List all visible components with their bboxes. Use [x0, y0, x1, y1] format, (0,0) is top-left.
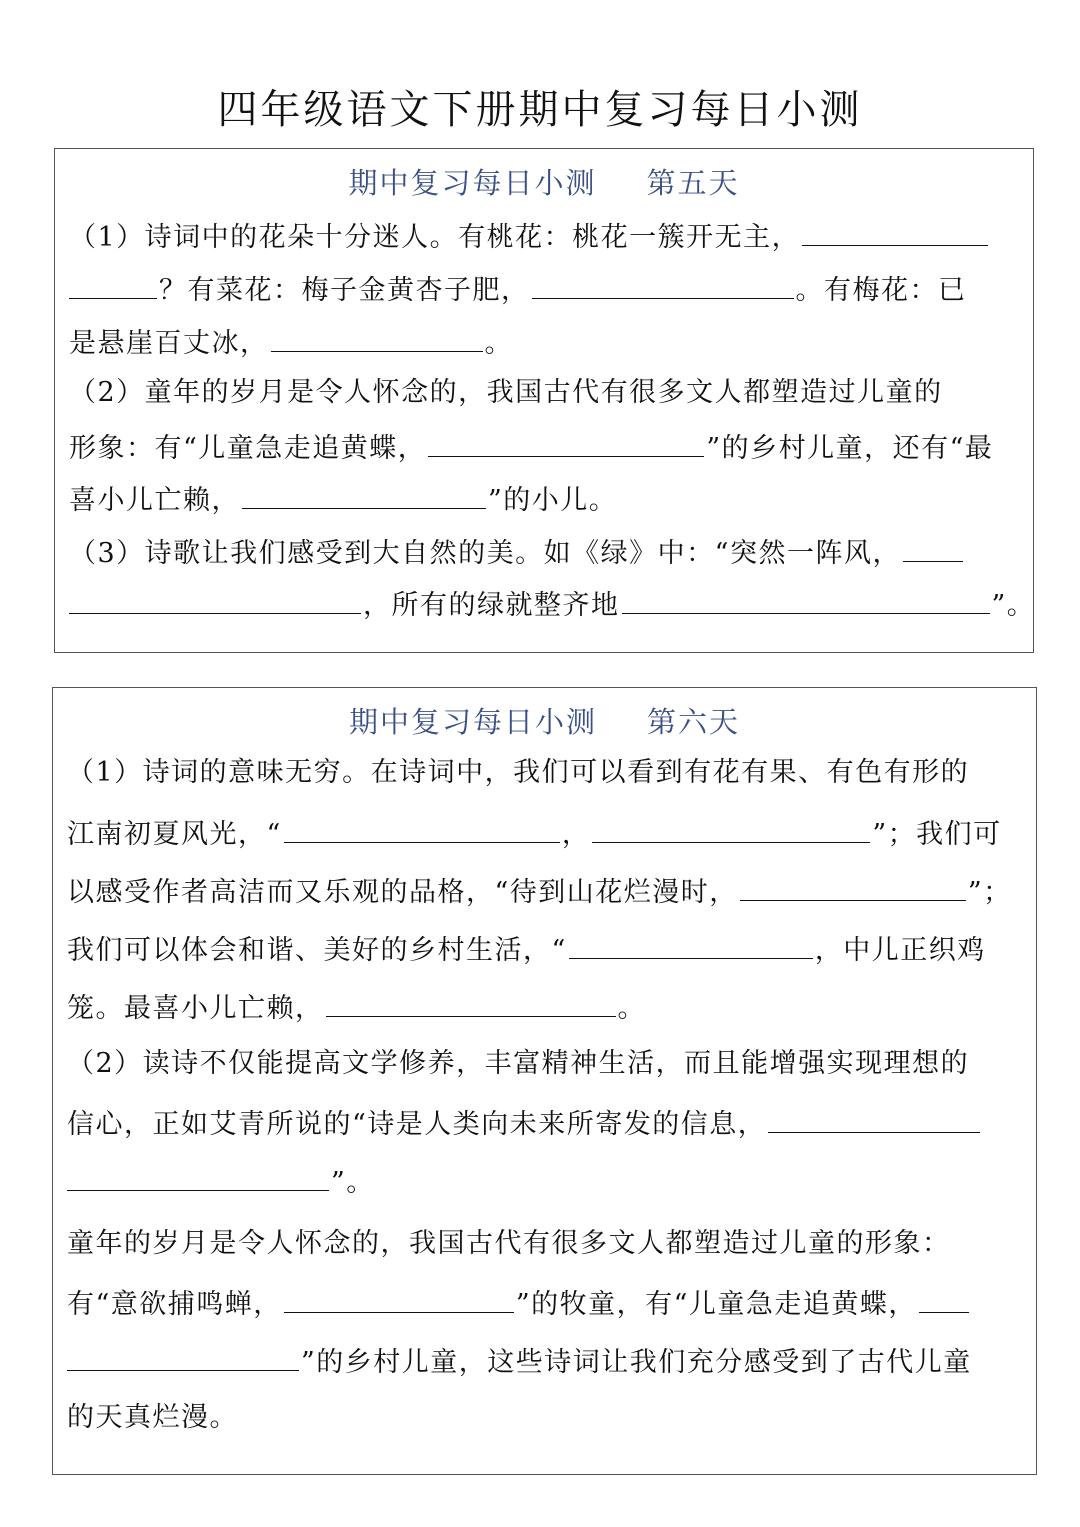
answer-blank[interactable] [919, 1282, 969, 1313]
question-line: ？有菜花：梅子金黄杏子肥， 。有梅花：已 [69, 268, 1021, 311]
box-day-label: 第五天 [646, 166, 740, 200]
question-line: 喜小儿亡赖， ”的小儿。 [69, 478, 1021, 521]
question-line: 形象：有“儿童急走追黄蝶， ”的乡村儿童，还有“最 [69, 426, 1021, 469]
question-line: 我们可以体会和谐、美好的乡村生活，“ ，中儿正织鸡 [67, 928, 1024, 971]
question-line: 以感受作者高洁而又乐观的品格，“待到山花烂漫时， ”； [67, 870, 1024, 913]
answer-blank[interactable] [284, 1282, 514, 1313]
answer-blank[interactable] [768, 1102, 980, 1133]
box-heading: 期中复习每日小测 [348, 166, 597, 200]
box-heading: 期中复习每日小测 [348, 705, 597, 739]
answer-blank[interactable] [69, 583, 361, 614]
question-line: （1）诗词的意味无穷。在诗词中，我们可以看到有花有果、有色有形的 [67, 757, 970, 788]
question-line: （2）童年的岁月是令人怀念的，我国古代有很多文人都塑造过儿童的 [69, 377, 943, 408]
answer-blank[interactable] [242, 478, 486, 509]
question-line: 童年的岁月是令人怀念的，我国古代有很多文人都塑造过儿童的形象： [67, 1228, 951, 1259]
answer-blank[interactable] [428, 426, 704, 457]
question-line: 笼。最喜小儿亡赖， 。 [67, 986, 1024, 1029]
answer-blank[interactable] [622, 583, 990, 614]
answer-blank[interactable] [740, 870, 966, 901]
answer-blank[interactable] [67, 1340, 299, 1371]
question-line: （2）读诗不仅能提高文学修养，丰富精神生活，而且能增强实现理想的 [67, 1048, 970, 1079]
question-line: （1）诗词中的花朵十分迷人。有桃花：桃花一簇开无主， [69, 215, 1021, 258]
box-day-label: 第六天 [647, 705, 741, 739]
answer-blank[interactable] [532, 268, 794, 299]
box-title-day5 [55, 163, 1033, 203]
question-line: ，所有的绿就整齐地 ”。 [69, 583, 1021, 626]
question-line: 有“意欲捕鸣蝉， ”的牧童，有“儿童急走追黄蝶， [67, 1282, 1024, 1325]
answer-blank[interactable] [67, 1160, 329, 1191]
box-title-day6 [53, 702, 1036, 742]
question-line: （3）诗歌让我们感受到大自然的美。如《绿》中：“突然一阵风， [69, 531, 1021, 574]
answer-blank[interactable] [284, 812, 560, 843]
question-line: ”的乡村儿童，这些诗词让我们充分感受到了古代儿童 [67, 1340, 1024, 1383]
question-line: 信心，正如艾青所说的“诗是人类向未来所寄发的信息， [67, 1102, 1024, 1145]
quiz-box-day6 [52, 687, 1037, 1475]
answer-blank[interactable] [326, 986, 616, 1017]
question-line: 是悬崖百丈冰， 。 [69, 321, 1021, 364]
question-line: ”。 [67, 1160, 1024, 1203]
question-line: 江南初夏风光，“ ， ”；我们可 [67, 812, 1024, 855]
answer-blank[interactable] [903, 531, 963, 562]
answer-blank[interactable] [569, 928, 813, 959]
answer-blank[interactable] [802, 215, 988, 246]
answer-blank[interactable] [271, 321, 483, 352]
quiz-box-day5 [54, 148, 1034, 653]
answer-blank[interactable] [69, 268, 157, 299]
answer-blank[interactable] [592, 812, 870, 843]
question-line: 的天真烂漫。 [67, 1402, 238, 1433]
page-title: 四年级语文下册期中复习每日小测 [217, 87, 863, 133]
